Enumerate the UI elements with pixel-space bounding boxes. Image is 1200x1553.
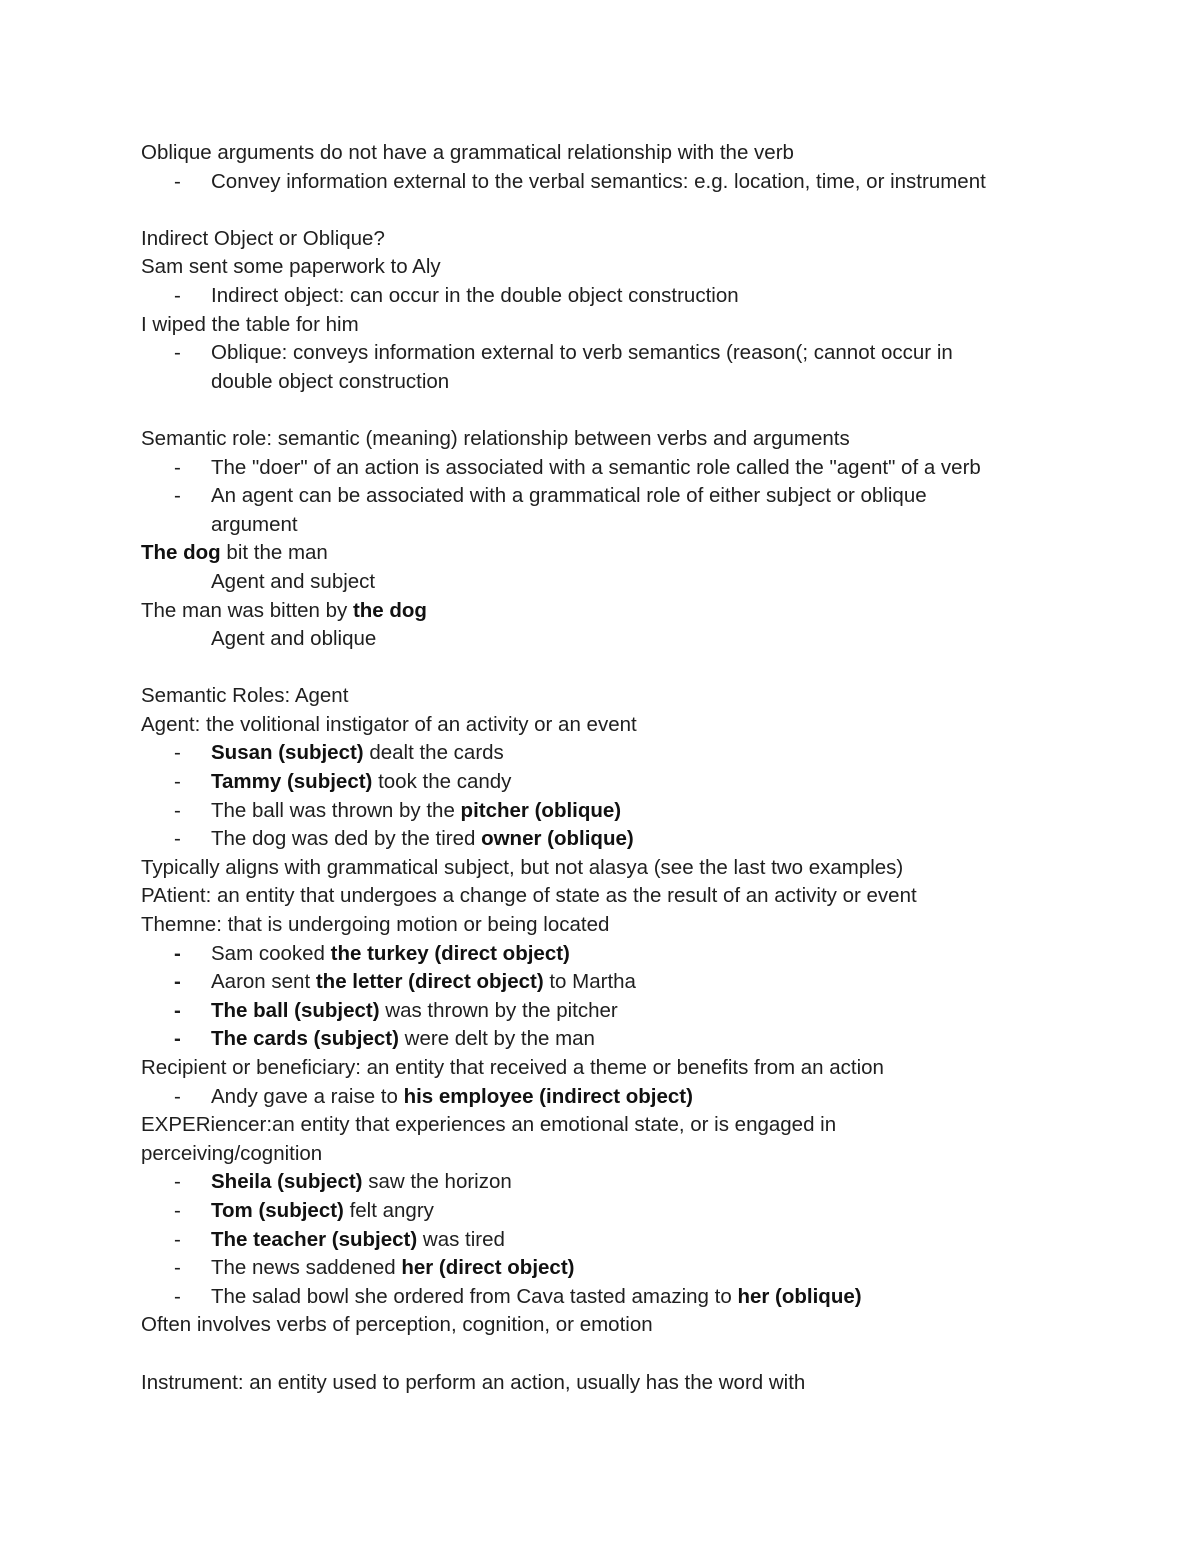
bullet-dash: - bbox=[174, 998, 181, 1022]
example-sentence bbox=[141, 597, 1071, 626]
bullet-item bbox=[141, 339, 1071, 368]
bullet-dash: - bbox=[174, 1084, 181, 1108]
bold-phrase: her (direct object) bbox=[401, 1256, 575, 1280]
paragraph: Often involves verbs of perception, cognition, or emotion bbox=[141, 1313, 653, 1337]
text: bit the man bbox=[220, 541, 328, 565]
blank-line bbox=[141, 396, 1071, 425]
bold-phrase: the dog bbox=[352, 598, 427, 622]
bold-phrase: the letter (direct object) bbox=[315, 970, 544, 994]
bold-phrase: The cards (subject) bbox=[211, 1027, 399, 1051]
bullet-dash: - bbox=[174, 169, 181, 193]
bullet-item bbox=[141, 997, 1071, 1026]
text: dealt the cards bbox=[363, 741, 504, 765]
bullet-dash: - bbox=[174, 770, 181, 794]
paragraph: Themne: that is undergoing motion or being located bbox=[141, 913, 610, 937]
paragraph: PAtient: an entity that undergoes a change of state as the result of an activity or event bbox=[141, 884, 917, 908]
bullet-item bbox=[141, 968, 1071, 997]
bullet-text: Oblique: conveys information external to verb semantics (reason(; cannot occur in bbox=[211, 341, 953, 365]
bullet-dash: - bbox=[174, 1284, 181, 1308]
bullet-dash: - bbox=[174, 741, 181, 765]
bullet-dash: - bbox=[174, 798, 181, 822]
paragraph: Agent: the volitional instigator of an activity or an event bbox=[141, 712, 637, 736]
bullet-item bbox=[141, 1083, 1071, 1112]
text: was tired bbox=[417, 1227, 505, 1251]
text: felt angry bbox=[343, 1198, 434, 1222]
paragraph: Sam sent some paperwork to Aly bbox=[141, 255, 441, 279]
paragraph: Instrument: an entity used to perform an action, usually has the word with bbox=[141, 1370, 806, 1394]
bullet-item bbox=[141, 1226, 1071, 1255]
bullet-item bbox=[141, 1197, 1071, 1226]
bullet-dash: - bbox=[174, 970, 181, 994]
blank-line bbox=[141, 196, 1071, 225]
text: The man was bitten by bbox=[141, 598, 353, 622]
bullet-text: An agent can be associated with a grammatical role of either subject or oblique bbox=[211, 484, 927, 508]
paragraph: Recipient or beneficiary: an entity that received a theme or benefits from an action bbox=[141, 1056, 884, 1079]
example-note: Agent and oblique bbox=[211, 627, 377, 651]
bold-phrase: Tom (subject) bbox=[211, 1198, 344, 1222]
blank-line bbox=[141, 654, 1071, 683]
bold-phrase: The dog bbox=[141, 541, 221, 565]
bullet-dash: - bbox=[174, 484, 181, 508]
text: to Martha bbox=[543, 970, 636, 994]
paragraph: Oblique arguments do not have a grammatical relationship with the verb bbox=[141, 141, 794, 164]
text: was thrown by the pitcher bbox=[379, 998, 618, 1022]
bold-phrase: Tammy (subject) bbox=[211, 770, 373, 794]
text: saw the horizon bbox=[362, 1170, 512, 1194]
text: Sam cooked bbox=[211, 941, 331, 965]
blank-line bbox=[141, 1340, 1071, 1369]
bullet-item bbox=[141, 282, 1071, 311]
text: Andy gave a raise to bbox=[211, 1084, 404, 1108]
bullet-dash: - bbox=[174, 1170, 181, 1194]
bullet-item bbox=[141, 940, 1071, 969]
example-sentence bbox=[141, 539, 1071, 568]
bullet-item bbox=[141, 739, 1071, 768]
bold-phrase: the turkey (direct object) bbox=[330, 941, 570, 965]
bullet-dash: - bbox=[174, 1198, 181, 1222]
bullet-dash: - bbox=[174, 1027, 181, 1051]
paragraph: EXPERiencer:an entity that experiences an emotional state, or is engaged in bbox=[141, 1113, 837, 1137]
bullet-item bbox=[141, 454, 1071, 483]
bullet-item bbox=[141, 1025, 1071, 1054]
bullet-dash: - bbox=[174, 283, 181, 307]
text: The salad bowl she ordered from Cava tasted amazing to bbox=[211, 1284, 738, 1308]
bullet-item bbox=[141, 168, 1071, 197]
bullet-item bbox=[141, 1254, 1071, 1283]
bullet-text: The "doer" of an action is associated with a semantic role called the "agent" of a verb bbox=[211, 455, 981, 479]
paragraph: I wiped the table for him bbox=[141, 312, 359, 336]
bullet-text: Indirect object: can occur in the double object construction bbox=[211, 283, 739, 307]
paragraph: Typically aligns with grammatical subject, but not alasya (see the last two examples) bbox=[141, 855, 904, 879]
bold-phrase: Susan (subject) bbox=[211, 741, 364, 765]
bullet-continuation: double object construction bbox=[211, 369, 450, 393]
heading: Semantic Roles: Agent bbox=[141, 684, 349, 708]
text: took the candy bbox=[372, 770, 512, 794]
bullet-text: Convey information external to the verbal semantics: e.g. location, time, or instrument bbox=[211, 169, 986, 193]
bullet-item bbox=[141, 768, 1071, 797]
text: were delt by the man bbox=[398, 1027, 595, 1051]
bullet-dash: - bbox=[174, 341, 181, 365]
bold-phrase: her (oblique) bbox=[737, 1284, 862, 1308]
bullet-item bbox=[141, 1168, 1071, 1197]
bullet-dash: - bbox=[174, 1227, 181, 1251]
bullet-dash: - bbox=[174, 1256, 181, 1280]
paragraph: perceiving/cognition bbox=[141, 1141, 323, 1165]
paragraph: Semantic role: semantic (meaning) relationship between verbs and arguments bbox=[141, 426, 850, 450]
bullet-dash: - bbox=[174, 455, 181, 479]
bold-phrase: pitcher (oblique) bbox=[460, 798, 622, 822]
bold-phrase: owner (oblique) bbox=[481, 827, 634, 851]
example-note: Agent and subject bbox=[211, 569, 376, 593]
bold-phrase: The ball (subject) bbox=[211, 998, 380, 1022]
bullet-dash: - bbox=[174, 941, 181, 965]
bold-phrase: Sheila (subject) bbox=[211, 1170, 363, 1194]
text: The ball was thrown by the bbox=[211, 798, 461, 822]
text: Aaron sent bbox=[211, 970, 316, 994]
bullet-item bbox=[141, 797, 1071, 826]
bullet-item bbox=[141, 1283, 1071, 1312]
bullet-item bbox=[141, 825, 1071, 854]
bullet-dash: - bbox=[174, 827, 181, 851]
bold-phrase: The teacher (subject) bbox=[211, 1227, 418, 1251]
text: The dog was ded by the tired bbox=[211, 827, 482, 851]
bullet-continuation: argument bbox=[211, 512, 298, 536]
heading: Indirect Object or Oblique? bbox=[141, 226, 385, 250]
bold-phrase: his employee (indirect object) bbox=[403, 1084, 693, 1108]
text: The news saddened bbox=[211, 1256, 402, 1280]
bullet-item bbox=[141, 482, 1071, 511]
document-page bbox=[141, 139, 1071, 1397]
